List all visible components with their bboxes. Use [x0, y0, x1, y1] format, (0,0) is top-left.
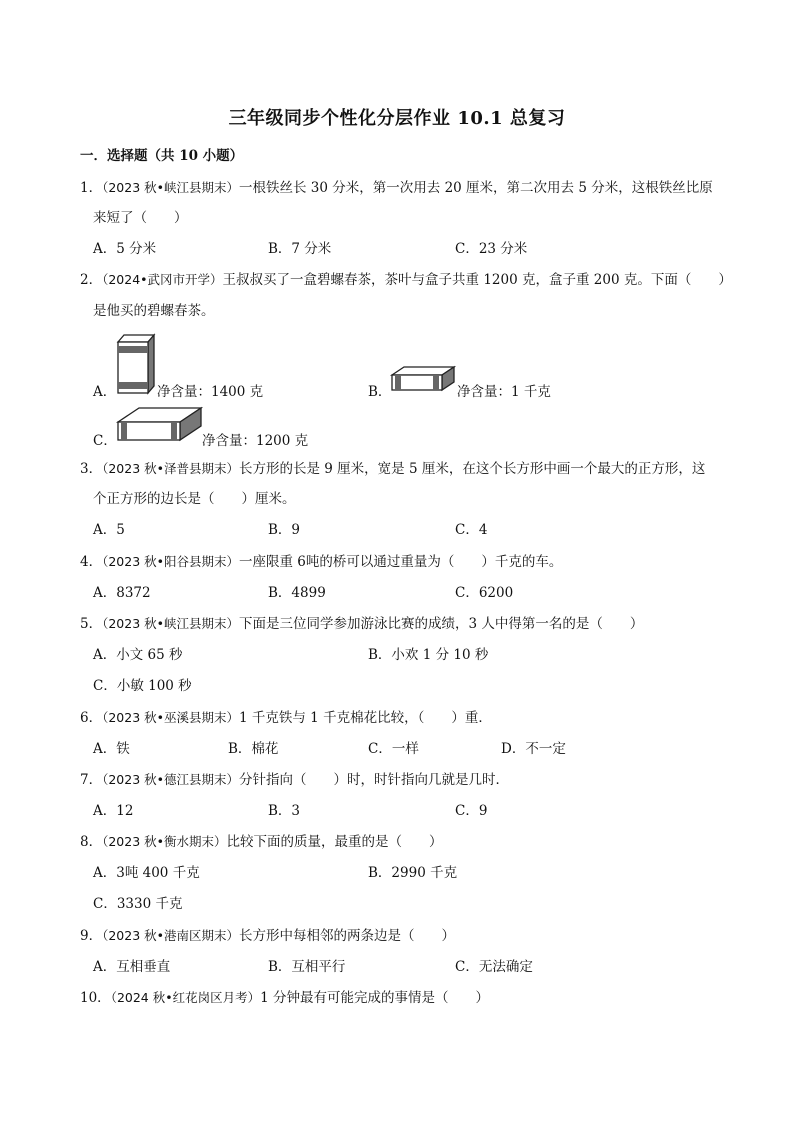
- option-a: A．互相垂直: [93, 959, 171, 975]
- question-text: 分针指向（ ）时，时针指向几就是几时．: [239, 772, 510, 788]
- question-source: （2023 秋•峡江县期末）: [102, 616, 240, 631]
- question-3: [80, 457, 705, 477]
- page-title: 三年级同步个性化分层作业 10.1 总复习: [228, 108, 566, 129]
- question-source: （2023 秋•港南区期末）: [102, 928, 240, 943]
- option-a: A．铁: [93, 741, 130, 757]
- option-a: A．5: [93, 522, 125, 538]
- question-2-continuation: 是他买的碧螺春茶。: [93, 303, 215, 319]
- question-number: 9．: [80, 928, 103, 944]
- question-6: [80, 706, 492, 726]
- option-b: B．小欢 1 分 10 秒: [368, 647, 489, 663]
- question-text: 长方形中每相邻的两条边是（ ）: [239, 928, 456, 944]
- option-b-label: 净含量：1 千克: [457, 384, 551, 400]
- question-number: 4．: [80, 554, 103, 570]
- option-a: A．3吨 400 千克: [93, 865, 200, 881]
- option-a: A．12: [93, 803, 134, 819]
- question-5: [80, 612, 643, 632]
- question-source: （2023 秋•阳谷县期末）: [102, 554, 240, 569]
- wide-tea-box-icon: [115, 406, 203, 444]
- option-b: B．2990 千克: [368, 865, 458, 881]
- option-c: C．23 分米: [455, 241, 528, 257]
- question-1-continuation: 来短了（ ）: [93, 210, 188, 226]
- question-8: [80, 830, 443, 850]
- question-source: （2023 秋•德江县期末）: [102, 772, 240, 787]
- option-c: C．6200: [455, 585, 514, 601]
- question-text: 王叔叔买了一盒碧螺春茶，茶叶与盒子共重 1200 克，盒子重 200 克。下面（ ）: [222, 272, 732, 288]
- question-source: （2023 秋•泽普县期末）: [102, 461, 240, 476]
- question-number: 7．: [80, 772, 103, 788]
- option-b: B．9: [268, 522, 301, 538]
- question-10: [80, 986, 489, 1006]
- question-source: （2024 秋•红花岗区月考）: [110, 990, 261, 1005]
- question-4: [80, 550, 562, 570]
- option-b: B．3: [268, 803, 301, 819]
- option-a: A．5 分米: [93, 241, 157, 257]
- question-7: [80, 768, 509, 788]
- option-b: B．棉花: [228, 741, 279, 757]
- question-number: 10．: [80, 990, 111, 1006]
- question-9: [80, 924, 455, 944]
- question-text: 1 分钟最有可能完成的事情是（ ）: [260, 990, 489, 1006]
- option-c: C．一样: [368, 741, 419, 757]
- option-b: B．4899: [268, 585, 326, 601]
- question-text: 一座限重 6吨的桥可以通过重量为（ ）千克的车。: [239, 554, 563, 570]
- option-c: C．无法确定: [455, 959, 533, 975]
- option-c: C．小敏 100 秒: [93, 678, 192, 694]
- option-b-letter: B．: [368, 384, 392, 400]
- question-1: [80, 176, 713, 196]
- option-b: B．互相平行: [268, 959, 346, 975]
- option-a-letter: A．: [93, 384, 117, 400]
- question-3-continuation: 个正方形的边长是（ ）厘米。: [93, 491, 296, 507]
- question-source: （2024•武冈市开学）: [102, 272, 223, 287]
- flat-tea-box-icon: [389, 365, 457, 393]
- option-c-label: 净含量：1200 克: [202, 433, 309, 449]
- question-number: 8．: [80, 834, 103, 850]
- question-text: 一根铁丝长 30 分米，第一次用去 20 厘米，第二次用去 5 分米，这根铁丝比原: [239, 180, 713, 196]
- question-text: 下面是三位同学参加游泳比赛的成绩，3 人中得第一名的是（ ）: [239, 616, 644, 632]
- option-b: B．7 分米: [268, 241, 332, 257]
- question-source: （2023 秋•巫溪县期末）: [102, 710, 240, 725]
- tall-tea-box-icon: [115, 333, 157, 395]
- question-source: （2023 秋•峡江县期末）: [102, 180, 240, 195]
- question-2: [80, 268, 732, 288]
- question-number: 3．: [80, 461, 103, 477]
- option-a-label: 净含量：1400 克: [157, 384, 264, 400]
- question-number: 1．: [80, 180, 103, 196]
- option-c: C．3330 千克: [93, 896, 183, 912]
- question-source: （2023 秋•衡水期末）: [102, 834, 227, 849]
- question-text: 比较下面的质量，最重的是（ ）: [226, 834, 443, 850]
- question-text: 1 千克铁与 1 千克棉花比较，（ ）重．: [239, 710, 492, 726]
- question-number: 6．: [80, 710, 103, 726]
- option-c: C．4: [455, 522, 488, 538]
- section-heading: 一．选择题（共 10 小题）: [80, 148, 244, 164]
- option-a: A．小文 65 秒: [93, 647, 183, 663]
- option-d: D．不一定: [501, 741, 566, 757]
- question-number: 5．: [80, 616, 103, 632]
- option-a: A．8372: [93, 585, 151, 601]
- question-text: 长方形的长是 9 厘米，宽是 5 厘米，在这个长方形中画一个最大的正方形，这: [239, 461, 706, 477]
- option-c-letter: C．: [93, 433, 117, 449]
- option-c: C．9: [455, 803, 488, 819]
- question-number: 2．: [80, 272, 103, 288]
